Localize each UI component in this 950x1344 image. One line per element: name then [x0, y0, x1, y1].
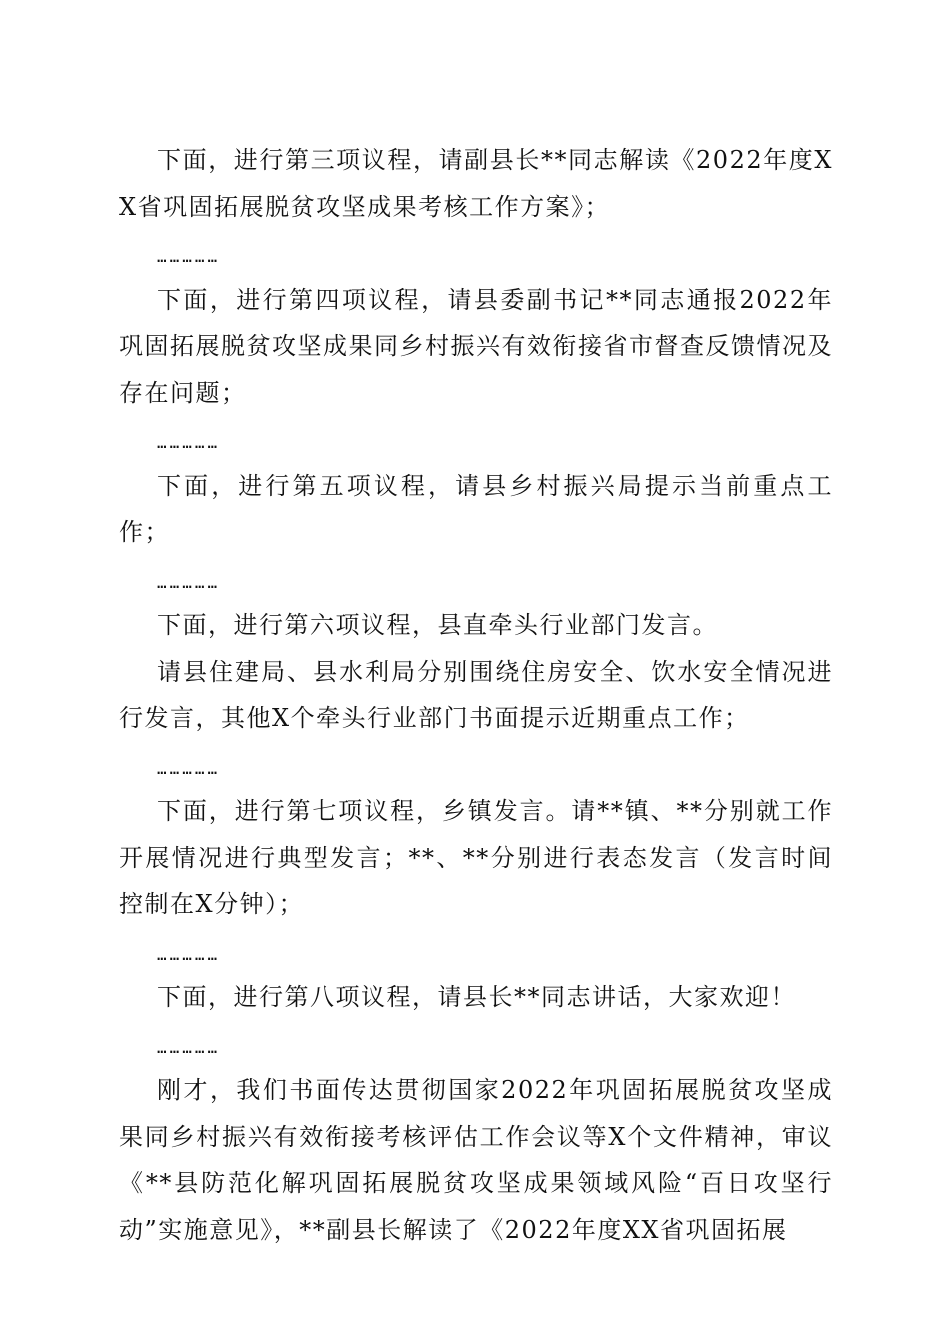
- paragraph-agenda-8: 下面，进行第八项议程，请县长**同志讲话，大家欢迎！: [157, 983, 796, 1011]
- paragraph-agenda-6: 下面，进行第六项议程，县直牵头行业部门发言。: [157, 611, 718, 639]
- paragraph-agenda-5: 下面，进行第五项议程，请县乡村振兴局提示当前重点工作；: [119, 471, 833, 546]
- paragraph-agenda-4: 下面，进行第四项议程，请县委副书记**同志通报2022年巩固拓展脱贫攻坚成果同乡村振兴有效衔接省市督查反馈情况及存在问题；: [119, 285, 833, 407]
- paragraph-agenda-7: 下面，进行第七项议程，乡镇发言。请**镇、**分别就工作开展情况进行典型发言；**、**分别进行表态发言（发言时间控制在X分钟）；: [119, 797, 833, 918]
- ellipsis-line: ……………: [157, 433, 221, 452]
- ellipsis-line: ……………: [157, 1037, 221, 1057]
- ellipsis-line: ……………: [157, 758, 221, 778]
- ellipsis-line: ……………: [157, 572, 221, 592]
- document-body: [119, 137, 833, 1253]
- paragraph-agenda-6-detail: 请县住建局、县水利局分别围绕住房安全、饮水安全情况进行发言，其他X个牵头行业部门书面提示近期重点工作；: [119, 657, 833, 732]
- ellipsis-line: ……………: [157, 247, 221, 266]
- paragraph-summary: 刚才，我们书面传达贯彻国家2022年巩固拓展脱贫攻坚成果同乡村振兴有效衔接考核评估工作会议等X个文件精神，审议《**县防范化解巩固拓展脱贫攻坚成果领域风险“百日攻坚行动”实施意见》，**副县长解读了《2022年度XX省巩固拓展: [119, 1076, 833, 1244]
- paragraph-agenda-3: 下面，进行第三项议程，请副县长**同志解读《2022年度XX省巩固拓展脱贫攻坚成果考核工作方案》；: [119, 146, 833, 221]
- ellipsis-line: ……………: [157, 944, 221, 964]
